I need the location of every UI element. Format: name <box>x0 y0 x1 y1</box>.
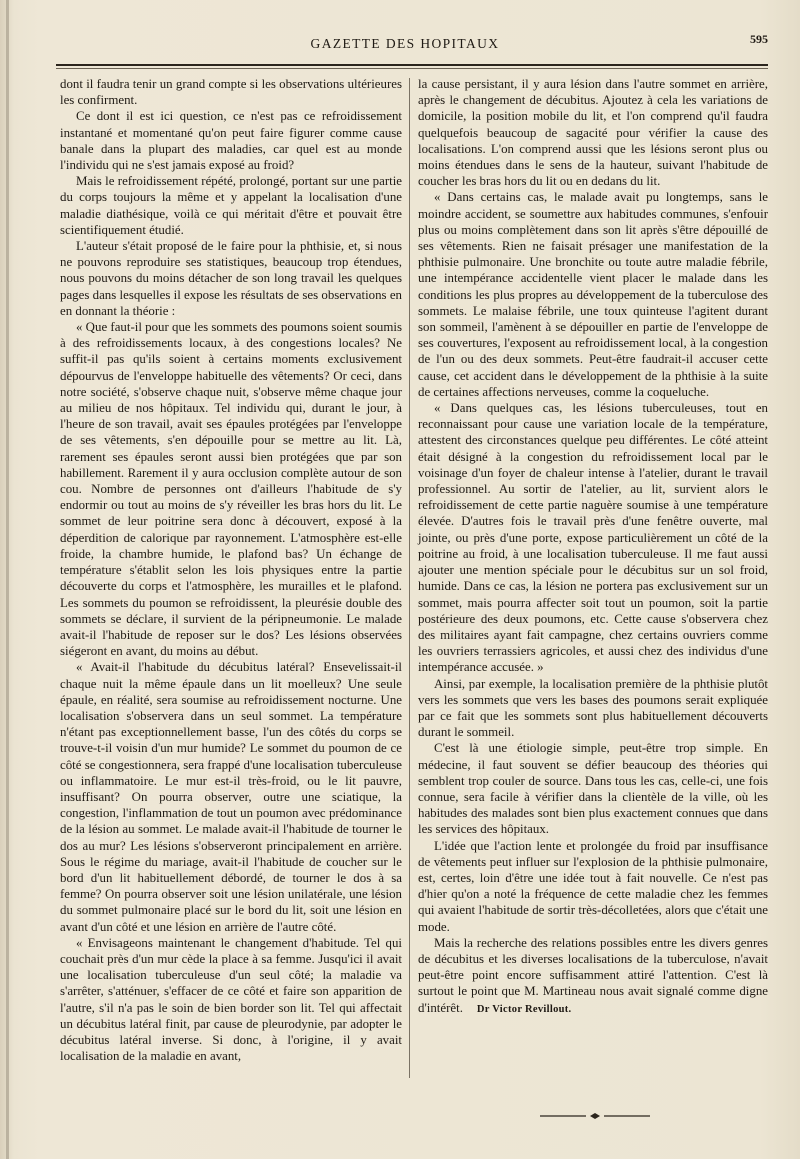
paragraph: C'est là une étiologie simple, peut-être trop simple. En médecine, il faut souvent se défier beaucoup des théories qui semblent trop couler de source. Dans tous les cas, celle-ci, une fois connue, sera facile à vérifier dans la clientèle de la ville, où les habitudes des malades sont bien plus exactement connues que dans les services des hôpitaux. <box>418 741 768 837</box>
paragraph: L'auteur s'était proposé de le faire pour la phthisie, et, si nous ne pouvons reproduire ses statistiques, beaucoup trop étendues, nous pouvons du moins détacher de son long travail les quelques pages dans lesquelles il expose les résultats de ses observations en en donnant la théorie : <box>60 239 402 318</box>
paragraph: Ce dont il est ici question, ce n'est pas ce refroidissement instantané et momentané qu'on peut faire figurer comme cause banale dans la plupart des maladies, car quel est au monde l'individu qui ne s'est jamais exposé au froid? <box>60 109 402 173</box>
quote-paragraph: « Dans quelques cas, les lésions tuberculeuses, tout en reconnaissant pour cause une variation locale de la température, attestent des circonstances quelque peu différentes. Le côté atteint était désigné à la congestion du refroidissement local par le voisinage d'un foyer de chaleur intense à l'atelier, durant le travail professionnel. Au sortir de l'atelier, au lit, survient alors le refroidissement de cette partie naguère soumise à une température élevée. D'autres fois le travail près d'une fenêtre ouverte, mal jointe, ou près d'une porte, expose particulièrement un côté de la poitrine au froid, à une localisation tuberculeuse. Il me faut aussi ajouter une mention spéciale pour le décubitus sur un sol froid, humide. Dans ce cas, la lésion ne portera pas exclusivement sur un sommet, mais pourra affecter soit tout un poumon, soit la partie postérieure des deux poumons, etc. Cette cause s'observera chez des militaires ayant fait campagne, chez certains ouvriers comme les ouvriers terrassiers agricoles, et aussi chez des individus d'une intempérance accusée. » <box>418 401 768 675</box>
quote-paragraph: « Dans certains cas, le malade avait pu longtemps, sans le moindre accident, se soumettre aux habitudes communes, s'enfouir plus ou moins complètement dans son lit après s'être dépouillé de ses vêtements. Rien ne faisait présager une manifestation de la phthisie pulmonaire. Une bronchite ou toute autre maladie fébrile, une intempérance accidentelle vient placer le malade dans les conditions les plus propres au développement de la tuberculose des sommets. Le malaise fébrile, une toux quinteuse l'agitent durant son sommeil, l'amènent à se dépouiller en partie de l'enveloppe de ses couvertures, l'exposent au refroidissement local, à la congestion de l'un ou des deux sommets. Peut-être faudrait-il accuser cette cause, cet accident dans le développement de la phthisie à la suite de certaines affections nerveuses, comme la coqueluche. <box>418 190 768 399</box>
paragraph: Mais le refroidissement répété, prolongé, portant sur une partie du corps toujours la même et y appelant la localisation d'une maladie diathésique, voilà ce qui méritait d'être et pouvait être scientifiquement étudié. <box>60 174 402 237</box>
quote-paragraph: « Avait-il l'habitude du décubitus latéral? Ensevelissait-il chaque nuit la même épaule dans un lit moelleux? Une seule épaule, en réalité, sera soumise au refroidissement nocturne. Une localisation s'observera dans un seul sommet. La température n'étant pas exceptionnellement basse, l'un des côtés du corps se trouve-t-il voisin d'un mur humide? Le sommet du poumon de ce côté se congestionnera, sera frappé d'une localisation tuberculeuse ou inflammatoire. Le mur est-il très-froid, ou le lit pauvre, insuffisant? On pourra observer, outre une sciatique, la congestion, l'inflammation de tout un poumon avec prédominance de la lésion au sommet. Le malade avait-il l'habitude de tourner le dos au mur? Les lésions s'observeront principalement en arrière. Sous le régime du mariage, avait-il l'habitude de coucher sur le bord d'un lit habituellement débordé, de tourner le dos à sa femme? On pourra observer soit une lésion unilatérale, une lésion du sommet pulmonaire placé sur le bord du lit, soit une lésion en avant d'un côté et une lésion en arrière de l'autre côté. <box>60 660 402 934</box>
paragraph: Ainsi, par exemple, la localisation première de la phthisie plutôt vers les sommets que vers les bases des poumons serait expliquée par ce fait que les sommets sont plus habituellement découverts durant le sommeil. <box>418 676 768 740</box>
page-number: 595 <box>750 32 768 46</box>
paragraph-with-signature <box>418 935 768 1018</box>
header-rule-thin <box>56 68 768 69</box>
binding-edge <box>6 0 9 1159</box>
journal-title: GAZETTE DES HOPITAUX <box>310 36 500 51</box>
page-header <box>40 32 770 62</box>
column-divider <box>409 78 410 1078</box>
paragraph: dont il faudra tenir un grand compte si les observations ultérieures les confirment. <box>60 77 402 108</box>
paragraph: la cause persistant, il y aura lésion dans l'autre sommet en arrière, après le changement de décubitus. Ajoutez à cela les variations de domicile, la position mobile du lit, et l'on comprend qu'il faudra quelquefois beaucoup de sagacité pour vérifier la cause des localisations. L'on comprend aussi que les lésions seront plus ou moins étendues dans le sens de la hauteur, suivant l'habitude de coucher les bras hors du lit ou en dedans du lit. <box>418 77 768 189</box>
right-column <box>418 76 768 1018</box>
left-column <box>60 76 402 1064</box>
header-rule <box>56 64 768 66</box>
end-ornament <box>540 1112 650 1120</box>
author-signature: Dr Victor Revillout. <box>476 1003 572 1015</box>
quote-paragraph: « Que faut-il pour que les sommets des poumons soient soumis à des refroidissements locaux, à des congestions locales? Ne suffit-il pas qu'ils soient à certains moments exclusivement dépourvus de l'enveloppe habituelle des vêtements? Or ceci, dans notre société, s'observe chaque nuit, s'observe même chaque jour au milieu de nos hôpitaux. Tel individu qui, durant le jour, à l'heure de son travail, avait ses épaules protégées par l'enveloppe de ses vêtements, s'en dépouille pour se mettre au lit. Là, rarement ses épaules seront aussi bien protégées que par son habillement. Rarement il y aura occlusion complète autour de son cou. Nombre de personnes ont d'ailleurs l'habitude de s'y endormir ou tout au moins de s'y réveiller les bras hors du lit. Le sommet de leur poitrine sera donc à découvert, exposé à la déperdition de calorique par rayonnement. L'atmosphère est-elle froide, la chambre humide, le plafond bas? Un échange de température s'établit selon les lois physiques entre la partie découverte du corps et l'atmosphère, les murailles et le plafond. Les sommets du poumon se refroidissent, la pleurésie double des sommets se déclare, il survient de la péripneumonie. Le malade avait-il l'habitude de reposer sur le dos? Les lésions observées siégeront en avant, du moins au début. <box>60 320 402 659</box>
quote-paragraph: « Envisageons maintenant le changement d'habitude. Tel qui couchait près d'un mur cède la place à sa femme. Jusqu'ici il avait une localisation tuberculeuse d'un seul côté; la maladie va s'arrêter, s'atténuer, s'effacer de ce côté et faire son apparition de l'autre, s'il n'a pas le soin de bien border son lit. Tel qui affectait un décubitus latéral finit, par cause de pleurodynie, par adopter le décubitus latéral inverse. Si donc, à l'origine, il y avait localisation de la maladie en avant, <box>60 935 402 1064</box>
paragraph: L'idée que l'action lente et prolongée du froid par insuffisance de vêtements peut influer sur l'explosion de la phthisie pulmonaire, est, certes, loin d'être une idée tout à fait nouvelle. Ce n'est pas d'hier qu'on a noté la fréquence de cette maladie chez les femmes qui avaient l'habitude de sortir très-décolletées, alors que c'était une mode. <box>418 838 768 934</box>
paragraph-text: Mais la recherche des relations possibles entre les divers genres de décubitus et les diverses localisations de la tuberculose, n'avait peut-être point encore suffisamment attiré l'attention. C'est là surtout le point que M. Martineau nous avait signalé comme digne d'intérêt. <box>418 935 768 1015</box>
